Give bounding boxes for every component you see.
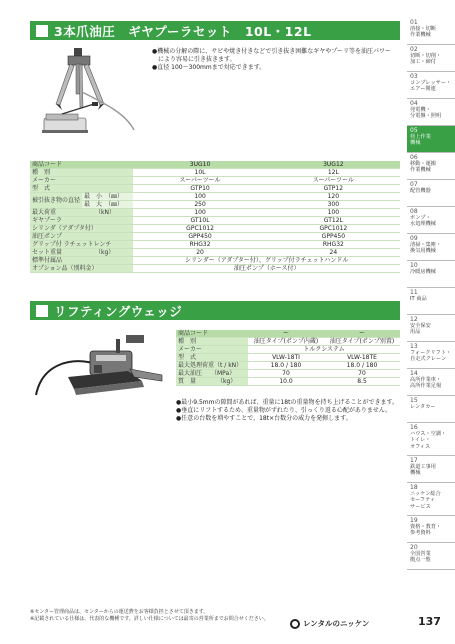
sidebar-item-label: 移動・運搬 作業機械	[410, 161, 436, 174]
sidebar-item-number: 04	[410, 100, 418, 107]
sidebar-item-label: IT 商品	[410, 296, 427, 303]
footnotes	[30, 609, 269, 623]
sidebar-item-label: 高所作業車・ 高所作業足場	[410, 377, 442, 390]
cell: 18.0 / 180	[324, 362, 400, 370]
row-label: 最大処理荷重（t / kN）	[176, 362, 248, 370]
sidebar-item-label: ハウス・空調・ トイレ・ オフィス	[410, 431, 447, 450]
cell: トルクシステム	[248, 346, 400, 354]
cell: 24	[267, 249, 400, 257]
cell: 20	[133, 249, 266, 257]
cell: VLW-18TE	[324, 354, 400, 362]
row-label: 型 式	[176, 354, 248, 362]
sidebar-item-13[interactable]	[407, 342, 455, 369]
logo-ring-icon	[290, 619, 300, 629]
sidebar-item-label: 配管機器	[410, 188, 431, 195]
cell: 100	[133, 193, 266, 201]
sidebar-item-label: 清掃・集塵・ 換気用機械	[410, 242, 442, 255]
sidebar-item-label: 冷暖房機械	[410, 269, 436, 276]
section-title: 3本爪油圧 ギヤプーラセット 10L・12L	[54, 23, 312, 39]
sidebar-item-03[interactable]	[407, 72, 455, 99]
sidebar-item-number: 12	[410, 316, 418, 323]
sidebar-item-label: 発電機・ 分電盤・照明	[410, 107, 442, 120]
sidebar-item-number: 13	[410, 343, 418, 350]
sidebar-item-14[interactable]	[407, 369, 455, 396]
sidebar-item-02[interactable]	[407, 45, 455, 72]
sidebar-item-number: 09	[410, 235, 418, 242]
row-label: 種 別	[176, 338, 248, 346]
sidebar-item-label: 資格・教育・ 参考資料	[410, 524, 442, 537]
sidebar-item-06[interactable]	[407, 153, 455, 180]
sidebar-item-09[interactable]	[407, 234, 455, 261]
bullet-text: ●直径 100〜300mmまで対応できます。	[152, 64, 266, 71]
row-label: 油圧ポンプ	[30, 233, 133, 241]
table-header-row	[176, 330, 400, 338]
row-label: シリンダ（アダプタ付）	[30, 225, 133, 233]
gear-puller-description	[152, 48, 391, 72]
sidebar-item-label: ニッケン総合 セーフティ サービス	[410, 491, 441, 510]
row-label: 型 式	[30, 185, 133, 193]
row-sublabel: 最 小 （㎜）	[82, 193, 133, 201]
table-row	[30, 225, 400, 233]
sidebar-item-label: 安全保安 用品	[410, 323, 431, 336]
sidebar-item-01[interactable]	[407, 18, 455, 45]
row-label: オプション品（別料金）	[30, 265, 133, 273]
logo-text: レンタルのニッケン	[303, 619, 370, 628]
row-label: 質 量 （kg）	[176, 378, 248, 386]
cell: スーパーツール	[133, 177, 266, 185]
sidebar-item-number: 20	[410, 544, 418, 551]
sidebar-item-10[interactable]	[407, 261, 455, 288]
company-logo	[290, 618, 369, 629]
sidebar-item-label: コンプレッサー・ エアー関連	[410, 80, 452, 93]
row-sublabel: 最 大 （㎜）	[82, 201, 133, 209]
table-row	[30, 249, 400, 257]
bullet-text: ●最小9.5mmの隙間があれば、重量に18tの重量物を持ち上げることができます。	[176, 399, 398, 406]
cell: 100	[267, 209, 400, 217]
cell: 10.0	[248, 378, 324, 386]
cell: 油圧タイプ(ポンプ内蔵)	[248, 338, 324, 346]
cell: 300	[267, 201, 400, 209]
sidebar-item-label: 鉄道工事用 機械	[410, 464, 436, 477]
sidebar-item-label: ポンプ・ 水処理機械	[410, 215, 436, 228]
cell: GT12L	[267, 217, 400, 225]
row-label: セット重量 （kg）	[30, 249, 133, 257]
sidebar-item-number: 01	[410, 19, 418, 26]
sidebar-item-04[interactable]	[407, 99, 455, 126]
sidebar-item-number: 18	[410, 484, 418, 491]
table-row	[30, 257, 400, 265]
gear-puller-set-image	[36, 44, 140, 148]
sidebar-item-label: 切断・切削・ 加工・締付	[410, 53, 442, 66]
row-label: メーカー	[176, 346, 248, 354]
cell: 18.0 / 180	[248, 362, 324, 370]
header-square-icon	[36, 25, 48, 37]
header-cell: 商品コード	[30, 161, 133, 169]
cell: 10L	[133, 169, 266, 177]
cell: GTP10	[133, 185, 266, 193]
cell: 8.5	[324, 378, 400, 386]
header-cell: 3UG12	[267, 161, 400, 169]
cell: GTP12	[267, 185, 400, 193]
sidebar-item-17[interactable]	[407, 456, 455, 483]
footnote-text: ※記載されている仕様は、代表的な機種です。詳しい仕様については最寄の営業所までお問合せください。	[30, 616, 269, 622]
footnote-text: ※センター管理商品は、センターからの運送費をお客様負担とさせて頂きます。	[30, 609, 209, 615]
sidebar-item-number: 08	[410, 208, 418, 215]
cell: GT10L	[133, 217, 266, 225]
sidebar-item-number: 02	[410, 46, 418, 53]
cell: VLW-18TI	[248, 354, 324, 362]
sidebar-item-label: フォークリフト・ 自走式クレーン	[410, 350, 452, 363]
cell: GPC1012	[267, 225, 400, 233]
section-header-gear-puller	[30, 21, 400, 40]
table-row	[30, 193, 400, 201]
sidebar-item-number: 05	[410, 127, 418, 134]
cell: スーパーツール	[267, 177, 400, 185]
sidebar-item-20[interactable]	[407, 543, 455, 570]
row-label: 最大油圧 （MPa）	[176, 370, 248, 378]
row-label: 最大荷重 （kN）	[30, 209, 133, 217]
table-row	[30, 177, 400, 185]
table-row	[176, 378, 400, 386]
header-cell: ー	[324, 330, 400, 338]
section-title: リフティングウェッジ	[54, 303, 183, 319]
sidebar-item-11[interactable]	[407, 288, 455, 315]
sidebar-item-number: 06	[410, 154, 418, 161]
gear-puller-spec-table	[30, 161, 400, 273]
table-row	[176, 338, 400, 346]
header-cell: 商品コード	[176, 330, 248, 338]
sidebar-item-18[interactable]	[407, 483, 455, 516]
bullet-text: ●機械の分解の際に、サビや焼き付きなどで引き抜き困難なギヤやプーリ等を油圧パワー	[152, 48, 392, 55]
header-cell: ー	[248, 330, 324, 338]
sidebar-item-15[interactable]	[407, 396, 455, 423]
sidebar-item-16[interactable]	[407, 423, 455, 456]
table-row	[176, 362, 400, 370]
table-row	[30, 217, 400, 225]
sidebar-item-number: 10	[410, 262, 418, 269]
sidebar-item-number: 11	[410, 289, 418, 296]
lifting-wedge-description	[176, 399, 398, 423]
page-number: 137	[418, 615, 441, 628]
section-header-lifting-wedge	[30, 301, 400, 320]
sidebar-item-08[interactable]	[407, 207, 455, 234]
cell: GPC1012	[133, 225, 266, 233]
sidebar-item-number: 07	[410, 181, 418, 188]
category-sidebar	[407, 18, 455, 570]
sidebar-item-number: 14	[410, 370, 418, 377]
cell: 12L	[267, 169, 400, 177]
sidebar-item-12[interactable]	[407, 315, 455, 342]
bullet-text: により容易に引き抜きます。	[152, 56, 236, 63]
bullet-text: ●任意の台数を増やすことで、18t×台数分の威力を発揮します。	[176, 415, 352, 422]
row-label: 被引抜き物の直径	[30, 193, 82, 209]
table-header-row	[30, 161, 400, 169]
cell: RHG32	[133, 241, 266, 249]
lifting-wedge-spec-table	[176, 330, 400, 386]
cell: RHG32	[267, 241, 400, 249]
bullet-text: ●垂直にリフトするため、重量物がずれたり、引っくり返る心配がありません。	[176, 407, 392, 414]
table-row	[30, 201, 400, 209]
sidebar-item-label: 全国営業 拠点一覧	[410, 551, 431, 564]
sidebar-item-07[interactable]	[407, 180, 455, 207]
cell: シリンダー（アダプター付）、グリップ付ラチェットハンドル	[133, 257, 400, 265]
sidebar-item-number: 16	[410, 424, 418, 431]
cell: GPP450	[267, 233, 400, 241]
sidebar-item-19[interactable]	[407, 516, 455, 543]
lifting-wedge-image	[30, 325, 170, 407]
table-row	[30, 265, 400, 273]
table-row	[30, 233, 400, 241]
table-row	[30, 209, 400, 217]
table-row	[176, 370, 400, 378]
row-label: グリップ付 ラチェットレンチ	[30, 241, 133, 249]
sidebar-item-number: 17	[410, 457, 418, 464]
cell: 70	[324, 370, 400, 378]
cell: 油圧タイプ(ポンプ別置)	[324, 338, 400, 346]
row-label: ギヤプーラ	[30, 217, 133, 225]
sidebar-item-number: 03	[410, 73, 418, 80]
table-row	[30, 241, 400, 249]
row-label: 標準付属品	[30, 257, 133, 265]
table-row	[176, 346, 400, 354]
sidebar-item-label: レンタカー	[410, 404, 436, 411]
cell: 70	[248, 370, 324, 378]
sidebar-item-label: 溶接・切断 作業機械	[410, 26, 436, 39]
row-label: メーカー	[30, 177, 133, 185]
table-row	[30, 185, 400, 193]
table-row	[30, 169, 400, 177]
sidebar-item-number: 15	[410, 397, 418, 404]
row-label: 種 別	[30, 169, 133, 177]
table-row	[176, 354, 400, 362]
sidebar-item-label: 荷上作業 機械	[410, 134, 431, 147]
header-square-icon	[36, 305, 48, 317]
cell: 油圧ポンプ（ホース付）	[133, 265, 400, 273]
sidebar-item-number: 19	[410, 517, 418, 524]
header-cell: 3UG10	[133, 161, 266, 169]
cell: GPP450	[133, 233, 266, 241]
cell: 100	[133, 209, 266, 217]
sidebar-item-05[interactable]	[407, 126, 455, 153]
cell: 250	[133, 201, 266, 209]
cell: 120	[267, 193, 400, 201]
